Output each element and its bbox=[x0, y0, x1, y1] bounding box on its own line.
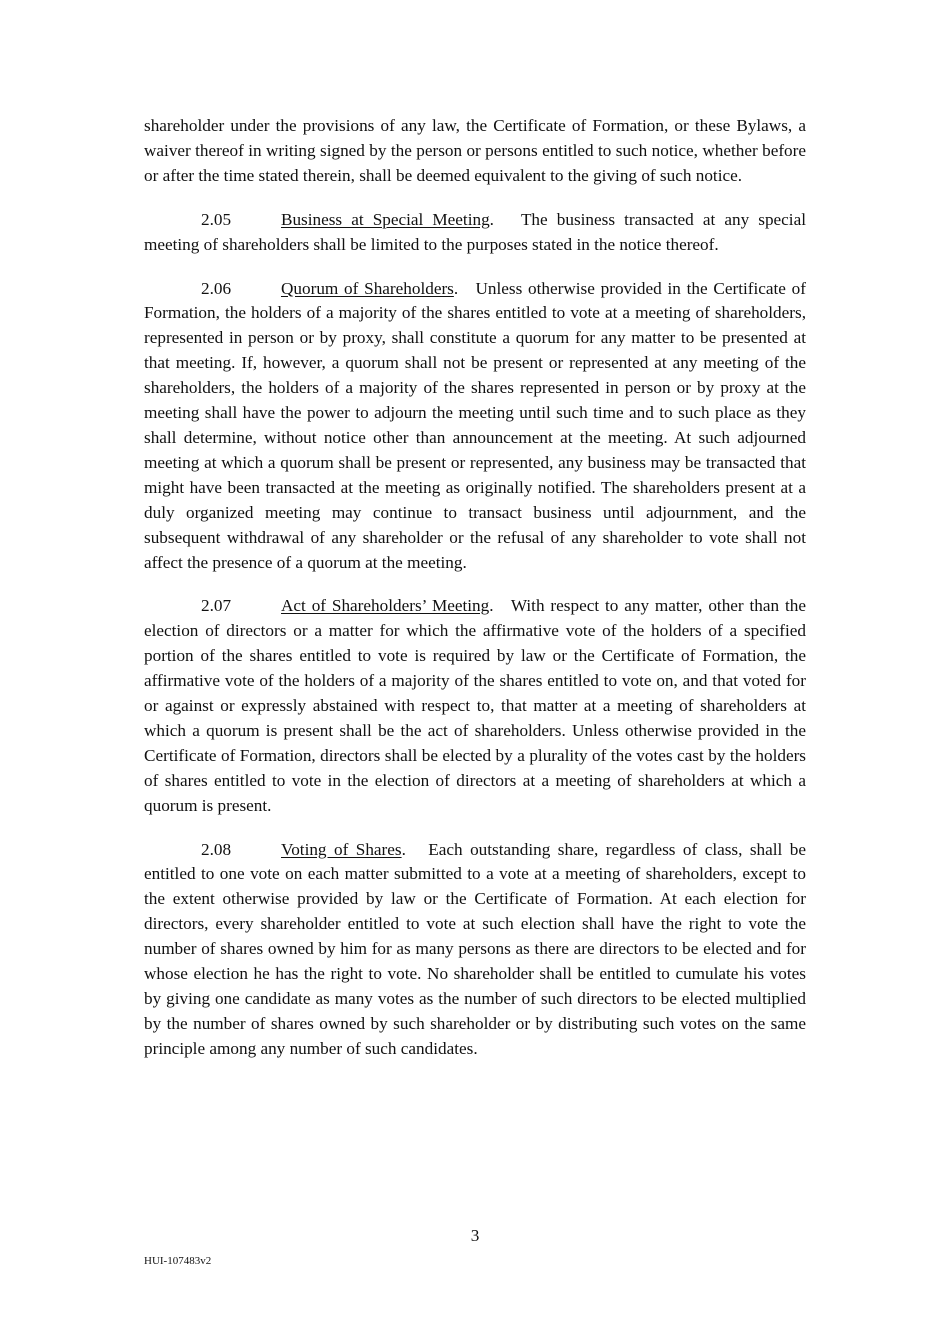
intro-paragraph bbox=[144, 114, 806, 189]
section-2-08: 2.08 Voting of Shares. Each outstanding share, regardless of class, shall be entitled to one vote on each matter submitted to a vote at a meeting of shareholders, except to the extent otherwise provided by law or the Certificate of Formation. At each election for directors, every shareholder entitled to vote at such election shall have the right to vote the number of shares owned by him for as many persons as there are directors to be elected and for whose election he has the right to vote. No shareholder shall be entitled to cumulate his votes by giving one candidate as many votes as the number of such directors to be elected multiplied by the number of shares owned by such shareholder or by distributing such votes on the same principle among any number of such candidates. bbox=[144, 839, 807, 1058]
section-number: 2.05 bbox=[201, 209, 232, 229]
section-number: 2.08 bbox=[201, 839, 232, 859]
section-text: With respect to any matter, other than the election of directors or a matter for which the affirmative vote of the holders of a specified portion of the shares entitled to vote is required by law or the Certificate of Formation, the affirmative vote of the holders of a majority of the shares entitled to vote on, and that voted for or against or expressly abstained with respect to, that matter at a meeting of shareholders at which a quorum is present shall be the act of shareholders. Unless otherwise provided in the Certificate of Formation, directors shall be elected by a plurality of the votes cast by the holders of shares entitled to vote in the election of directors at a meeting of shareholders at which a quorum is present. bbox=[144, 596, 806, 815]
section-number: 2.07 bbox=[201, 596, 232, 616]
section-heading: Act of Shareholders’ Meeting bbox=[281, 596, 490, 616]
section-heading: Quorum of Shareholders bbox=[281, 278, 454, 298]
page-number: 3 bbox=[470, 1226, 480, 1245]
section-2-05: 2.05 Business at Special Meeting. The business transacted at any special meeting of shareholders shall be limited to the purposes stated in the notice thereof. bbox=[144, 209, 806, 254]
intro-text: shareholder under the provisions of any law, the Certificate of Formation, or these Bylaws, a waiver thereof in writing signed by the person or persons entitled to such notice, whether before or after the time stated therein, shall be deemed equivalent to the giving of such notice. bbox=[144, 116, 806, 185]
document-id: HUI-107483v2 bbox=[144, 1255, 212, 1267]
section-text: The business transacted at any special meeting of shareholders shall be limited to the purposes stated in the notice thereof. bbox=[144, 209, 806, 254]
document-body bbox=[144, 114, 806, 1081]
section-2-07: 2.07 Act of Shareholders’ Meeting. With respect to any matter, other than the election of directors or a matter for which the affirmative vote of the holders of a specified portion of the shares entitled to vote is required by law or the Certificate of Formation, the affirmative vote of the holders of a majority of the shares entitled to vote on, and that voted for or against or expressly abstained with respect to, that matter at a meeting of shareholders at which a quorum is present shall be the act of shareholders. Unless otherwise provided in the Certificate of Formation, directors shall be elected by a plurality of the votes cast by the holders of shares entitled to vote in the election of directors at a meeting of shareholders at which a quorum is present. bbox=[144, 596, 806, 815]
section-number: 2.06 bbox=[201, 278, 232, 298]
section-2-06: 2.06 Quorum of Shareholders. Unless otherwise provided in the Certificate of Formation, the holders of a majority of the shares entitled to vote at a meeting of shareholders, represented in person or by proxy, shall constitute a quorum for any matter to be presented at that meeting. If, however, a quorum shall not be present or represented at any meeting of the shareholders, the holders of a majority of the shares represented in person or by proxy at the meeting shall have the power to adjourn the meeting until such time and to such place as they shall determine, without notice other than announcement at the meeting. At such adjourned meeting at which a quorum shall be present or represented, any business may be transacted that might have been transacted at the meeting as originally notified. The shareholders present at a duly organized meeting may continue to transact business until adjournment, and the subsequent withdrawal of any shareholder or the refusal of any shareholder to vote shall not affect the presence of a quorum at the meeting. bbox=[144, 278, 807, 572]
section-text: Each outstanding share, regardless of class, shall be entitled to one vote on each matter submitted to a vote at a meeting of shareholders, except to the extent otherwise provided by law or the Certificate of Formation. At each election for directors, every shareholder entitled to vote at such election shall have the right to vote the number of shares owned by him for as many persons as there are directors to be elected and for whose election he has the right to vote. No shareholder shall be entitled to cumulate his votes by giving one candidate as many votes as the number of such directors to be elected multiplied by the number of shares owned by such shareholder or by distributing such votes on the same principle among any number of such candidates. bbox=[144, 839, 807, 1058]
section-heading: Voting of Shares bbox=[281, 839, 402, 859]
section-text: Unless otherwise provided in the Certificate of Formation, the holders of a majority of the shares entitled to vote at a meeting of shareholders, represented in person or by proxy, shall constitute a quorum for any matter to be presented at that meeting. If, however, a quorum shall not be present or represented at any meeting of the shareholders, the holders of a majority of the shares represented in person or by proxy at the meeting shall have the power to adjourn the meeting until such time and to such place as they shall determine, without notice other than announcement at the meeting. At such adjourned meeting at which a quorum shall be present or represented, any business may be transacted that might have been transacted at the meeting as originally notified. The shareholders present at a duly organized meeting may continue to transact business until adjournment, and the subsequent withdrawal of any shareholder or the refusal of any shareholder to vote shall not affect the presence of a quorum at the meeting. bbox=[144, 278, 807, 572]
section-heading: Business at Special Meeting bbox=[281, 209, 490, 229]
